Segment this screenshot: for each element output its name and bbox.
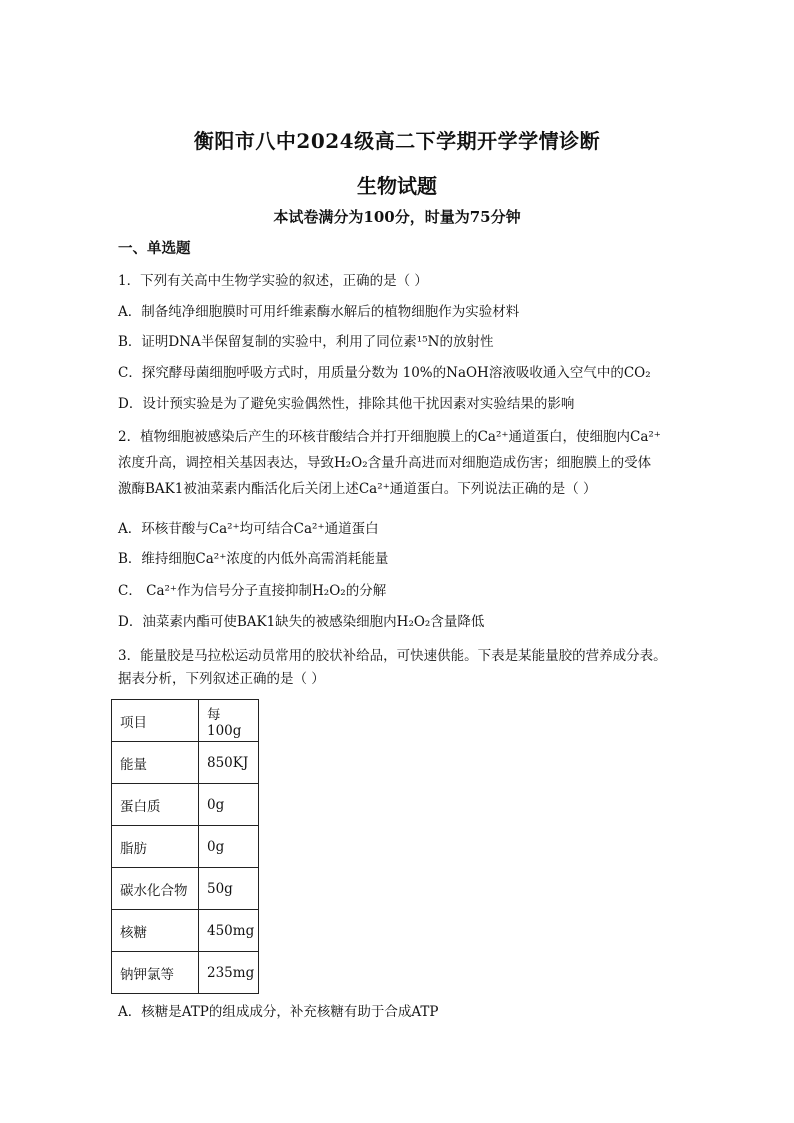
- school-title: 衡阳市八中2024级高二下学期开学学情诊断: [193, 129, 601, 153]
- table-cell: 每 100g: [199, 700, 259, 742]
- table-row: [112, 868, 259, 910]
- q1-option-c: C．探究酵母菌细胞呼吸方式时，用质量分数为 10%的NaOH溶液吸收通入空气中的CO₂: [118, 365, 651, 381]
- table-row: [112, 826, 259, 868]
- table-cell: 50g: [199, 868, 259, 910]
- table-cell: 0g: [199, 826, 259, 868]
- q1-option-a: A．制备纯净细胞膜时可用纤维素酶水解后的植物细胞作为实验材料: [118, 304, 520, 320]
- table-cell: 钠钾氯等: [112, 952, 199, 994]
- subject-title: 生物试题: [357, 174, 437, 198]
- table-row: [112, 952, 259, 994]
- table-cell: 核糖: [112, 910, 199, 952]
- q2-stem-line3: 激酶BAK1被油菜素内酯活化后关闭上述Ca²⁺通道蛋白。下列说法正确的是（ ）: [118, 481, 597, 497]
- q2-stem-line1: 2．植物细胞被感染后产生的环核苷酸结合并打开细胞膜上的Ca²⁺通道蛋白，使细胞内Ca²⁺: [118, 429, 661, 445]
- q1-option-d: D．设计预实验是为了避免实验偶然性，排除其他干扰因素对实验结果的影响: [118, 396, 575, 412]
- table-row: [112, 784, 259, 826]
- table-row: [112, 910, 259, 952]
- table-cell: 脂肪: [112, 826, 199, 868]
- section-heading: 一、单选题: [118, 240, 191, 257]
- q1-stem: 1．下列有关高中生物学实验的叙述，正确的是（ ）: [118, 273, 428, 289]
- q2-stem-line2: 浓度升高，调控相关基因表达，导致H₂O₂含量升高进而对细胞造成伤害；细胞膜上的受体: [118, 455, 652, 471]
- q3-option-a: A．核糖是ATP的组成成分，补充核糖有助于合成ATP: [118, 1004, 439, 1020]
- table-cell: 235mg: [199, 952, 259, 994]
- table-row: [112, 742, 259, 784]
- q2-option-d: D．油菜素内酯可使BAK1缺失的被感染细胞内H₂O₂含量降低: [118, 614, 485, 630]
- table-row: [112, 700, 259, 742]
- q1-option-b: B．证明DNA半保留复制的实验中，利用了同位素¹⁵N的放射性: [118, 334, 494, 350]
- q2-option-c: C． Ca²⁺作为信号分子直接抑制H₂O₂的分解: [118, 583, 387, 599]
- q2-option-a: A．环核苷酸与Ca²⁺均可结合Ca²⁺通道蛋白: [118, 521, 379, 537]
- table-cell: 能量: [112, 742, 199, 784]
- table-cell: 850KJ: [199, 742, 259, 784]
- table-cell: 蛋白质: [112, 784, 199, 826]
- q2-option-b: B．维持细胞Ca²⁺浓度的内低外高需消耗能量: [118, 551, 389, 567]
- table-cell: 项目: [112, 700, 199, 742]
- table-cell: 450mg: [199, 910, 259, 952]
- nutrition-table: [111, 699, 259, 994]
- exam-info: 本试卷满分为100分，时量为75分钟: [273, 208, 521, 226]
- table-cell: 碳水化合物: [112, 868, 199, 910]
- table-cell: 0g: [199, 784, 259, 826]
- q3-stem-line2: 据表分析，下列叙述正确的是（ ）: [118, 671, 325, 687]
- q3-stem-line1: 3．能量胶是马拉松运动员常用的胶状补给品，可快速供能。下表是某能量胶的营养成分表。: [118, 648, 667, 664]
